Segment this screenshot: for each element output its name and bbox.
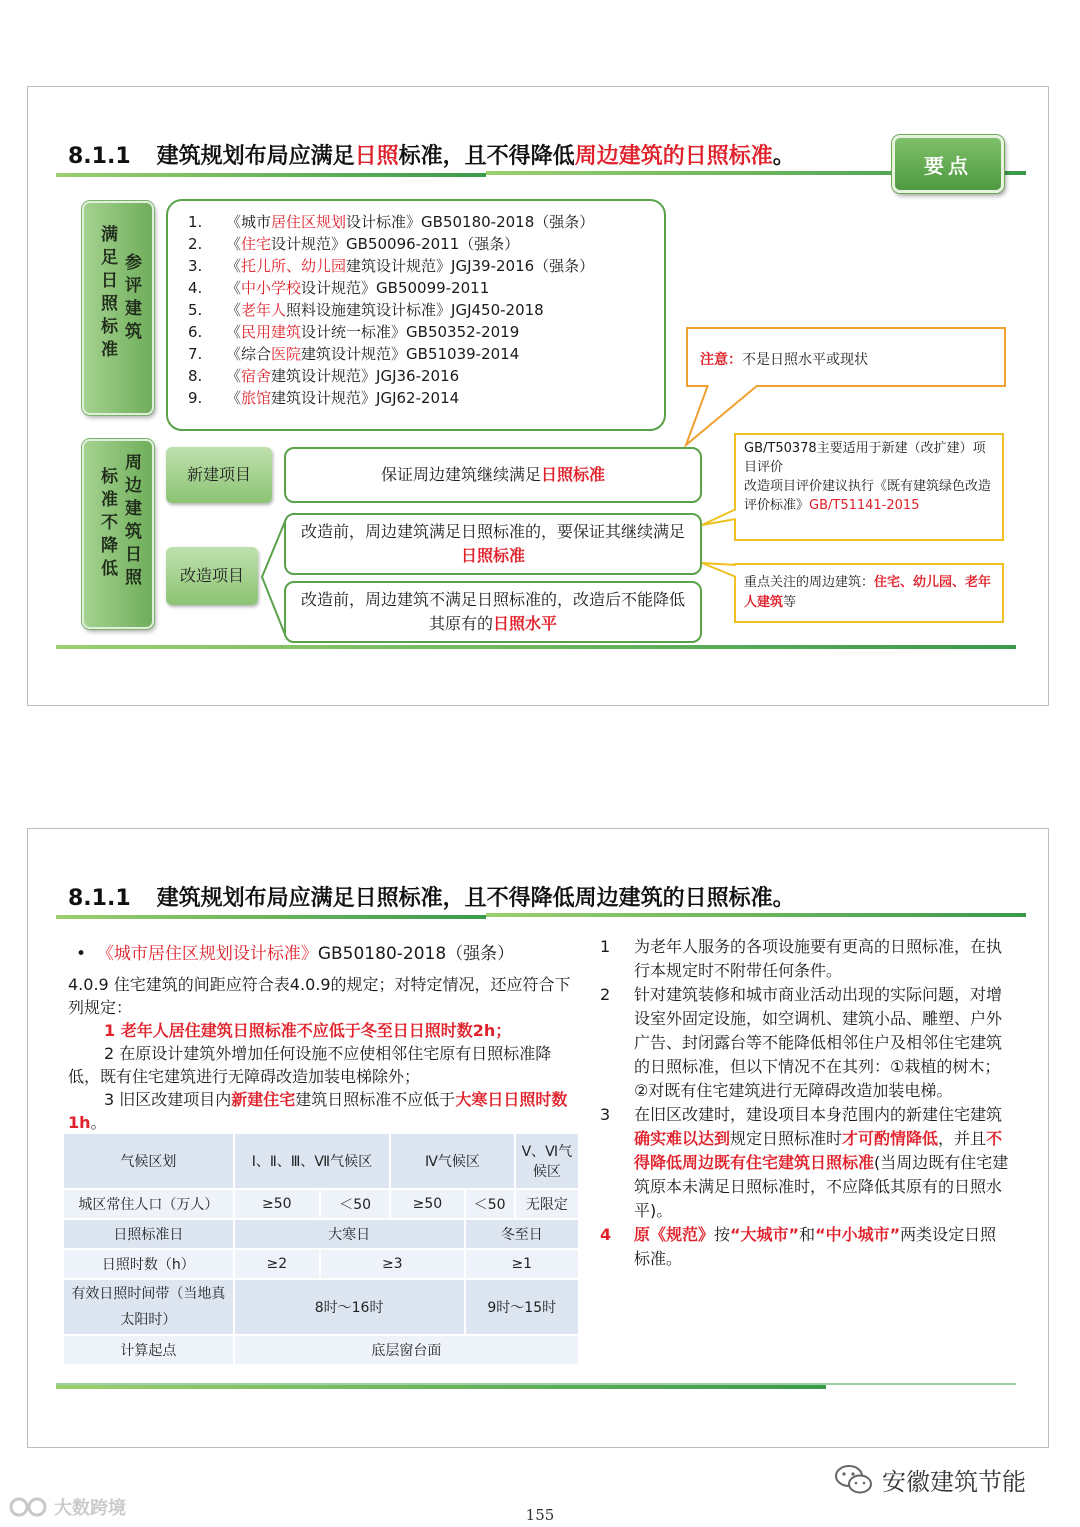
standard-text: 建筑设计规范》JGJ36-2016 [271,367,460,385]
standard-number: 8. [188,367,203,385]
table-row [63,1279,579,1335]
note-highlight: 住宅、幼儿园、老年人建筑 [744,575,992,610]
meet-standard-label [82,201,154,415]
table-cell: 计算起点 [63,1335,234,1365]
table-cell: ≥50 [390,1189,464,1219]
title-text: 建筑规划布局应满足日照标准，且不得降低周边建筑的日照标准。 [156,886,795,911]
box-text: 改造前，周边建筑满足日照标准的，要保证其继续满足 [300,522,685,541]
clause-item-1: 1 老年人居住建筑日照标准不应低于冬至日日照时数2h； [104,1021,512,1040]
standard-item [188,211,594,232]
title-number: 8.1.1 [68,144,131,169]
table-cell: ≥1 [465,1249,579,1279]
standard-text: 照料设施建筑设计标准》JGJ450-2018 [286,301,544,319]
table-cell: 城区常住人口（万人） [63,1189,234,1219]
item-number: 4 [600,1225,612,1244]
box-highlight: 日照标准 [541,465,606,484]
standard-number: 7. [188,345,203,363]
note-text: 不是日照水平或现状 [742,352,868,368]
standard-text: 设计规范》GB50099-2011 [301,279,490,297]
standard-text: 设计规范》GB50096-2011（强条） [271,235,520,253]
keep-standard-label [82,439,154,629]
standard-highlight: 居住区规划 [271,213,347,231]
note-text: 等 [783,595,797,610]
title-number: 8.1.1 [68,886,131,911]
standard-number: 4. [188,279,203,297]
focus-note [734,563,1004,623]
clause-item-2: 2 在原设计建筑外增加任何设施不应使相邻住宅原有日照标准降低，既有住宅建筑进行无障碍改造加装电梯除外； [68,1044,552,1086]
box-highlight: 日照水平 [493,614,558,633]
standard-text: 《 [226,389,242,407]
clause-text: 3 旧区改建项目内 [104,1090,232,1109]
standard-highlight: 中小学校 [241,279,302,297]
item-highlight: 原《规范》 [634,1225,715,1244]
item-highlight: 确实难以达到 [634,1129,731,1148]
item-text: 在旧区改建时，建设项目本身范围内的新建住宅建筑 [634,1105,1003,1124]
standard-item [188,299,544,320]
standard-item [188,321,519,342]
item-text: 按 [714,1225,731,1244]
box-highlight: 日照标准 [460,546,525,565]
standard-item [188,255,594,276]
item-text: 为老年人服务的各项设施要有更高的日照标准，在执行本规定时不附带任何条件。 [634,937,1003,980]
standard-number: 9. [188,389,203,407]
standard-highlight: 民用建筑 [241,323,302,341]
renovation-box-2 [284,581,702,643]
bottom-rule-thin [56,1383,1016,1385]
table-cell: 日照时数（h） [63,1249,234,1279]
standard-highlight: 旅馆 [241,389,272,407]
standard-text: 《 [226,367,242,385]
table-cell: Ⅳ气候区 [390,1133,514,1189]
table-cell: 大寒日 [234,1219,465,1249]
title-part: 标准，且不得降低 [398,144,575,169]
item-highlight: 不得降低周边既有住宅建筑日照标准 [634,1129,1003,1172]
key-points-badge: 要点 [892,135,1004,193]
brand-footer [834,1462,1026,1497]
standard-code: GB50180-2018（强条） [317,944,515,964]
renovation-project-tag: 改造项目 [166,547,258,605]
title-part: 。 [772,144,795,169]
note-text: 改造项目评价建议执行《既有建筑绿色改造评价标准》 [744,479,992,513]
item-highlight: 才可酌情降低 [842,1129,939,1148]
clause-intro: 4.0.9 住宅建筑的间距应符合表4.0.9的规定；对特定情况，还应符合下列规定： [68,975,571,1017]
note-text: 重点关注的周边建筑： [744,575,875,590]
clause-text [68,973,578,1134]
bottom-rule [56,645,1016,649]
table-cell: 8时～16时 [234,1279,465,1335]
standard-number: 2. [188,235,203,253]
commentary-item [600,1103,1010,1223]
standard-text: 设计统一标准》GB50352-2019 [301,323,520,341]
table-row [63,1249,579,1279]
slide-2 [27,828,1049,1448]
title-highlight: 周边建筑的日照标准 [574,144,773,169]
table-cell: 有效日照时间带（当地真太阳时） [63,1279,234,1335]
page-number: 155 [525,1506,555,1524]
standard-text: 《 [226,301,242,319]
standard-number: 3. [188,257,203,275]
renovation-box-1 [284,513,702,575]
standard-number: 5. [188,301,203,319]
standard-item [188,365,459,386]
table-cell: ≥2 [234,1249,320,1279]
standard-text: 《 [226,323,242,341]
standards-list-box [166,199,666,431]
standard-number: 6. [188,323,203,341]
standard-highlight: 托儿所、幼儿园 [241,257,347,275]
item-text: 和 [799,1225,816,1244]
attention-note [686,327,1006,387]
item-text: 针对建筑装修和城市商业活动出现的实际问题，对增设室外固定设施，如空调机、建筑小品、雕塑、户外广告、封闭露台等不能降低相邻住户及相邻住宅建筑的日照标准，但以下情况不在其列：①栽植的树木；②对既有住宅建筑进行无障碍改造加装电梯。 [634,985,1003,1100]
item-text: (当周边既有住宅建筑原本未满足日照标准时，不应降低其原有的日照水平)。 [634,1153,1009,1220]
standard-highlight: 宿舍 [241,367,272,385]
note-label: 注意： [700,352,742,368]
new-project-box [284,447,702,503]
standard-item [188,343,519,364]
note-text: GB/T50378主要适用于新建（改扩建）项目评价 [744,441,986,475]
slide2-title [68,881,795,912]
table-cell: 无限定 [515,1189,579,1219]
title-part: 建筑规划布局应满足 [156,144,355,169]
table-cell: 9时～15时 [465,1279,579,1335]
bullet: • [76,944,87,964]
table-cell: ＜50 [320,1189,390,1219]
standard-text: 建筑设计规范》JGJ39-2016（强条） [346,257,595,275]
table-cell: 日照标准日 [63,1219,234,1249]
item-number: 1 [600,937,611,956]
standard-text: 《综合 [226,345,272,363]
label-text: 周边建筑日照 [121,453,141,591]
standard-text: 《 [226,279,242,297]
sunlight-standard-table [62,1132,580,1366]
table-row [63,1219,579,1249]
table-row [63,1133,579,1189]
commentary-item [600,1223,1010,1271]
slide-1 [27,86,1049,706]
gb-note [734,433,1004,541]
item-number: 2 [600,985,611,1004]
item-text: 两类设定日照标准。 [634,1225,997,1268]
table-row [63,1189,579,1219]
table-cell: Ⅰ、Ⅱ、Ⅲ、Ⅶ气候区 [234,1133,391,1189]
wechat-icon [834,1463,874,1497]
box-text: 保证周边建筑继续满足 [380,465,541,484]
standard-text: 建筑设计规范》GB51039-2014 [301,345,520,363]
item-highlight: “中小城市” [815,1225,901,1244]
table-cell: 气候区划 [63,1133,234,1189]
standard-text: 《 [226,235,242,253]
title-underline [56,915,486,919]
note-pointer [700,557,740,587]
standard-highlight: 医院 [271,345,302,363]
table-cell: ≥3 [320,1249,465,1279]
table-cell: ＜50 [465,1189,515,1219]
commentary-item [600,983,1010,1103]
item-number: 3 [600,1105,611,1124]
standard-text: 设计标准》GB50180-2018（强条） [346,213,595,231]
standard-highlight: 老年人 [241,301,287,319]
note-highlight: GB/T51141-2015 [809,498,920,513]
item-text: ，并且 [938,1129,987,1148]
table-cell: Ⅴ、Ⅵ气候区 [515,1133,579,1189]
standard-text: 建筑设计规范》JGJ62-2014 [271,389,460,407]
standard-highlight: 住宅 [241,235,272,253]
standard-reference [76,939,514,964]
watermark-text: 大数跨境 [54,1498,126,1519]
slide1-title [68,139,795,170]
label-text: 满足日照标准 [97,225,117,363]
standard-name: 《城市居住区规划设计标准》 [96,944,318,964]
item-highlight: “大城市” [730,1225,800,1244]
brand-name: 安徽建筑节能 [882,1468,1026,1496]
table-cell: 底层窗台面 [234,1335,579,1365]
standard-item [188,387,459,408]
label-text: 参评建筑 [121,253,141,345]
table-cell: ≥50 [234,1189,320,1219]
commentary [600,935,1010,1271]
title-underline [486,913,1026,917]
standard-item [188,233,519,254]
standard-number: 1. [188,213,203,231]
clause-highlight: 大寒日日照时数1h [68,1090,568,1132]
clause-text: 。 [90,1113,107,1132]
standard-item [188,277,489,298]
bottom-rule [56,1385,826,1389]
title-underline [56,173,486,177]
label-text: 标准不降低 [97,467,117,582]
commentary-item [600,935,1010,983]
clause-text: 建筑日照标准不应低于 [295,1090,456,1109]
standard-text: 《城市 [226,213,272,231]
new-project-tag: 新建项目 [166,447,272,503]
box-text: 改造前，周边建筑不满足日照标准的，改造后不能降低其原有的 [300,590,685,633]
standard-text: 《 [226,257,242,275]
note-pointer [700,507,740,537]
table-cell: 冬至日 [465,1219,579,1249]
item-text: 规定日照标准时 [730,1129,843,1148]
table-row [63,1335,579,1365]
clause-highlight: 新建住宅 [231,1090,296,1109]
clause-item-3 [68,1088,578,1134]
title-highlight: 日照 [354,144,399,169]
